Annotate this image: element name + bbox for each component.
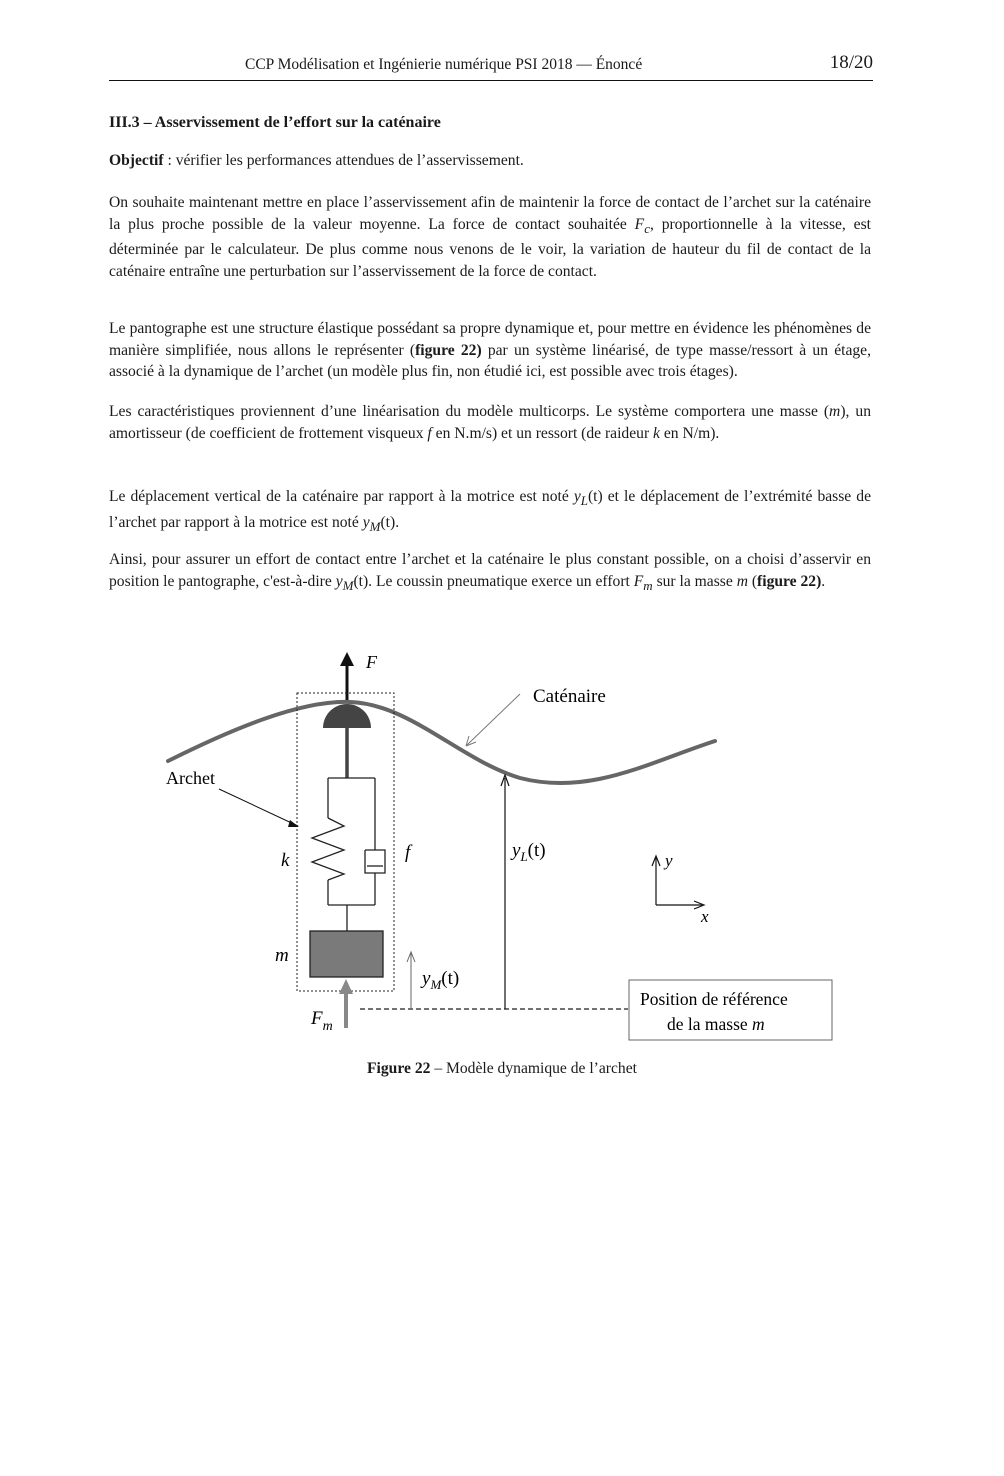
- label-f: f: [405, 842, 411, 863]
- p4-arg-t2: (t): [380, 513, 396, 531]
- p5-arg-t: (t): [353, 572, 369, 590]
- p2-text-a: Le pantographe est une structure élastique possédant sa propre dynamique et, pour mettre en évidence les phénomènes de manière simplifiée, nous allons le représenter (: [109, 320, 871, 359]
- p5-text-a: Ainsi, pour assurer un effort de contact entre l’archet et la caténaire le plus constant possible, on a choisi d’asservir en position le pantographe, c'est-à-dire: [109, 551, 871, 590]
- label-yM: $y_M(t)$: [422, 968, 460, 992]
- label-Fm: $F_m$: [311, 1008, 333, 1034]
- label-m: m: [275, 945, 289, 966]
- reference-box-line1: Position de référence: [640, 989, 788, 1009]
- label-archet: Archet: [166, 768, 215, 788]
- p5-text-b: . Le coussin pneumatique exerce un effort: [368, 572, 634, 590]
- axis-x-label: x: [701, 907, 709, 926]
- label-k: k: [281, 850, 290, 871]
- p1-sub-c: c: [644, 220, 650, 236]
- p3-var-f: f: [427, 424, 432, 442]
- p2-figure-ref: figure 22): [415, 341, 482, 359]
- p4-sub-L: L: [580, 493, 588, 509]
- p5-text-d: (: [747, 572, 758, 590]
- p4-text-b: et le déplacement de l’extrémité basse de l’archet par rapport à la motrice est noté: [109, 488, 871, 531]
- damper-f: [365, 850, 385, 873]
- label-F: F: [366, 652, 377, 672]
- objective-text: : vérifier les performances attendues de l’asservissement.: [163, 152, 524, 169]
- reference-box-line2: de la masse m: [667, 1014, 765, 1034]
- axis-y-label: y: [665, 851, 673, 870]
- p1-var-F: F: [634, 215, 645, 233]
- section-title: III.3 – Asservissement de l’effort sur la caténaire: [109, 114, 441, 131]
- p1-text-b: , proportionnelle à la vitesse, est déterminée par le calculateur. De plus comme nous venons de le voir, la variation de hauteur du fil de contact de la caténaire entraîne une perturbation sur l’asservissement de la force de contact.: [109, 215, 871, 280]
- p3-text-d: en N/m).: [659, 424, 720, 442]
- caption-text: – Modèle dynamique de l’archet: [430, 1060, 637, 1077]
- p4-var-y: y: [573, 488, 581, 505]
- p4-var-y2: y: [362, 513, 370, 531]
- caption-label: Figure 22: [367, 1060, 431, 1077]
- p5-var-y: y: [335, 572, 343, 590]
- p4-sub-M: M: [369, 518, 381, 534]
- mass-m: [310, 931, 383, 977]
- p4-arg-t: (t): [587, 488, 603, 505]
- archet-pointer: [219, 789, 298, 826]
- figure-caption: [0, 1060, 1004, 1078]
- p1-text-a: On souhaite maintenant mettre en place l’asservissement afin de maintenir la force de contact de l’archet sur la caténaire la plus proche possible de la valeur moyenne. La force de contact souhaitée: [109, 194, 871, 233]
- p3-var-m: m: [829, 403, 841, 420]
- p5-text-e: .: [821, 572, 826, 590]
- p5-var-m: m: [736, 572, 748, 590]
- p3-text-b: ), un amortisseur (de coefficient de frottement visqueux: [109, 403, 871, 442]
- p4-text-a: Le déplacement vertical de la caténaire par rapport à la motrice est noté: [109, 488, 574, 505]
- catenary-wire: [168, 702, 715, 783]
- p3-text-a: Les caractéristiques proviennent d’une linéarisation du modèle multicorps. Le système comportera une masse (: [109, 403, 830, 420]
- p3-text-c: en N.m/s) et un ressort (de raideur: [431, 424, 654, 442]
- p4-text-c: .: [395, 513, 400, 531]
- label-catenaire: Caténaire: [533, 686, 606, 707]
- p5-figure-ref: figure 22): [757, 572, 822, 590]
- p5-var-F: F: [633, 572, 644, 590]
- header-title: CCP Modélisation et Ingénierie numérique PSI 2018 — Énoncé: [245, 56, 643, 73]
- label-yL: $y_L(t)$: [512, 840, 546, 864]
- p3-var-k: k: [653, 424, 660, 442]
- p5-sub-m: m: [643, 577, 653, 593]
- spring-k: [312, 818, 344, 880]
- page-number: 18/20: [829, 52, 873, 73]
- p2-text-b: par un système linéarisé, de type masse/ressort à un étage, associé à la dynamique de l’archet (un modèle plus fin, non étudié ici, est possible avec trois étages).: [109, 341, 871, 380]
- catenaire-pointer: [467, 694, 520, 745]
- archet-contact-head: [323, 704, 371, 728]
- p5-sub-M: M: [342, 577, 354, 593]
- objective-label: Objectif: [109, 152, 164, 169]
- p5-text-c: sur la masse: [652, 572, 737, 590]
- force-F-arrowhead: [340, 652, 354, 666]
